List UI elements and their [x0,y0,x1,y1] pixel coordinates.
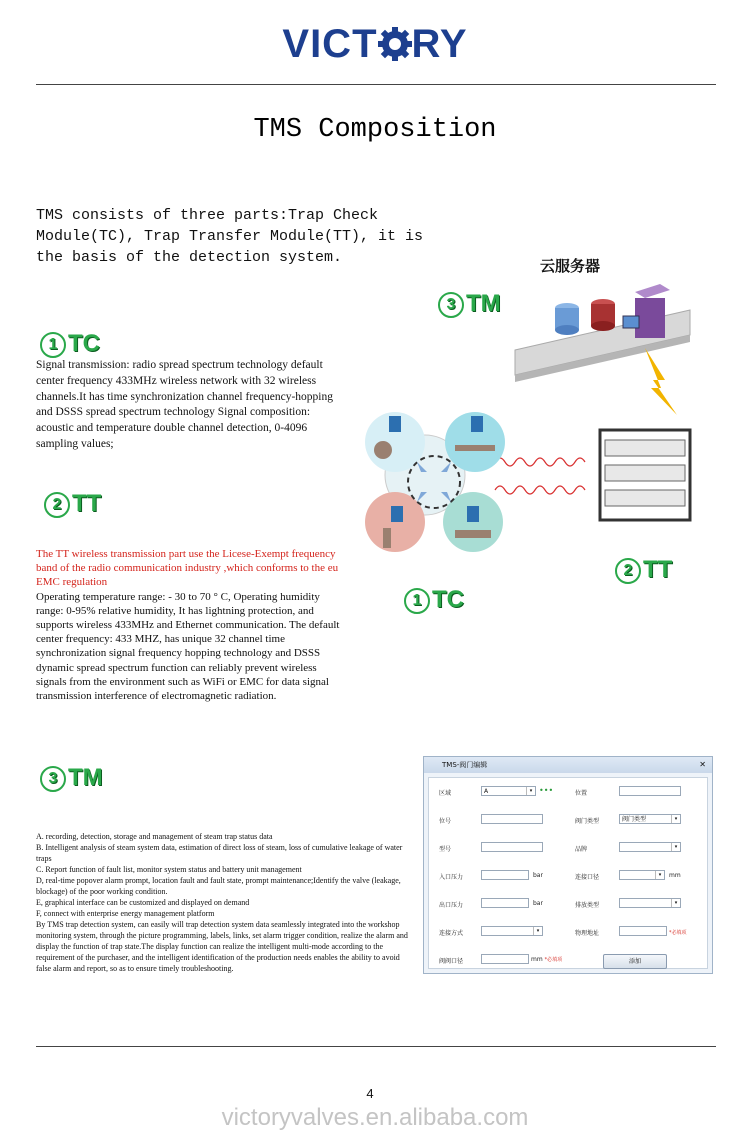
cloud-server-label: 云服务器 [540,257,601,275]
intro-text: TMS consists of three parts:Trap Check Module(TC), Trap Transfer Module(TT), it is the basis of the detection system. [36,207,424,266]
field-label: 出口压力 [439,902,464,909]
location-input[interactable] [619,786,681,796]
tt-description [36,547,346,703]
brand-logo: VICT RY [282,22,468,66]
tms-valve-edit-window [423,756,713,974]
field-label: 品牌 [575,846,588,853]
system-diagram [355,280,705,580]
required-note: *必填项 [669,930,687,936]
tm-line: E, graphical interface can be customized and displayed on demand [36,898,250,907]
field-label: 阀门类型 [575,818,600,825]
database-icon [555,303,579,335]
valve-type-select[interactable]: 阀门类型 ▾ [619,814,681,824]
tm-line: B. Intelligent analysis of steam system data, estimation of direct loss of steam, loss of cumulative leakage of water traps [36,843,403,863]
area-select[interactable]: A ▾ [481,786,536,796]
header-divider [36,84,716,85]
status-dots-icon: ••• [539,786,554,795]
wireless-wave-icon [495,458,585,494]
field-label: 型号 [439,846,452,853]
tt-badge: 2 TT [44,490,101,518]
window-titlebar [424,757,712,773]
footer-divider [36,1046,716,1047]
window-form [428,777,708,969]
unit-label: bar [533,900,543,907]
brand-select[interactable]: ▾ [619,842,681,852]
close-icon[interactable]: ✕ [699,760,706,769]
page-number: 4 [366,1086,374,1101]
tc-badge: 1 TC [40,330,100,358]
gear-icon [378,27,412,61]
unit-label: bar [533,872,543,879]
model-input[interactable] [481,842,543,852]
page-title: TMS Composition [253,115,497,145]
field-label: 排放类型 [575,902,600,909]
field-label: 物理地址 [575,930,600,937]
connection-size-select[interactable]: ▾ [619,870,665,880]
field-label: 连接口径 [575,874,600,881]
unit-label: mm [669,872,681,879]
field-label: 入口压力 [439,874,464,881]
tm-line: By TMS trap detection system, can easily will trap detection system data seamlessly integrated into the workshop monitoring system, through the picture programming, labels, links, set alarm trigger condition, realize the alarm and display the function of trap state.The display function can realize the intelligent multi-mode according to the requirement of the purchaser, and the intelligent identification of the production needs enables the ability to avoid false alarm and report, so as to ensure timely troubleshooting. [36,920,408,973]
lightning-icon [645,348,677,415]
unit-label: mm *必填项 [531,956,563,963]
field-label: 连接方式 [439,930,464,937]
tag-input[interactable] [481,814,543,824]
tm-line: F, connect with enterprise energy management platform [36,909,215,918]
connection-select[interactable]: ▾ [481,926,543,936]
tm-description [36,831,416,974]
tc-description: Signal transmission: radio spread spectrum technology default center frequency 433MHz wireless network with 32 wireless channels.It has time synchronization channel frequency-hopping and DSSS spread spectrum technology Signal composition: acoustic and temperature double channel detection, 0-4096 sampling values; [36,359,333,450]
window-title: TMS-阀门编辑 [442,761,488,769]
diagram-tm-badge: 3 TM [438,290,501,318]
field-label: 位置 [575,790,588,797]
inlet-pressure-input[interactable] [481,870,529,880]
diagram-tt-badge: 2 TT [615,556,672,584]
tm-line: C. Report function of fault list, monitor system status and battery unit management [36,865,302,874]
tm-line: D, real-time popover alarm prompt, location fault and fault state, prompt maintenance;Identify the valve (leakage, blockage) of the poor working condition. [36,876,401,896]
field-label: 位号 [439,818,452,825]
gateway-rack-icon [600,430,690,520]
field-label: 区域 [439,790,452,797]
field-label: 阀阀口径 [439,958,464,965]
valve-diameter-input[interactable] [481,954,529,964]
outlet-pressure-input[interactable] [481,898,529,908]
diagram-tc-badge: 1 TC [404,586,464,614]
tt-body-text: Operating temperature range: - 30 to 70 ° C, Operating humidity range: 0-95% relative humidity, It has lightning protection, and supports wireless 433MHz and Ethernet communication. The default center frequency: 433 MHZ, has unique 32 channel time synchronization signal frequency hopping technology and DSSS dynamic spread spectrum function can reliably prevent wireless signals from the environment such as WiFi or EMC for data signal transmission interference of electromagnetic radiation. [36,590,340,703]
tt-red-text: The TT wireless transmission part use the Licese-Exempt frequency band of the radio communication industry ,which conforms to the eu EMC regulation [36,548,339,589]
physical-address-input[interactable] [619,926,667,936]
database-icon [591,299,615,331]
tm-line: A. recording, detection, storage and management of steam trap status data [36,832,273,841]
footer-url: victoryvalves.en.alibaba.com [221,1104,529,1131]
tm-badge: 3 TM [40,764,103,792]
add-button[interactable]: 添加 [603,954,667,969]
discharge-type-select[interactable]: ▾ [619,898,681,908]
